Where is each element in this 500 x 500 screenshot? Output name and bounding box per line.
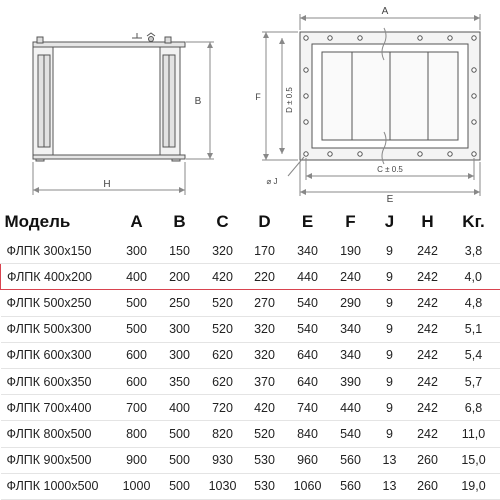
cell-c: 620 xyxy=(201,342,245,368)
table-row xyxy=(1,316,500,342)
cell-h: 242 xyxy=(409,316,447,342)
cell-j: 9 xyxy=(371,421,409,447)
cell-b: 250 xyxy=(159,290,201,316)
header-weight: Kг. xyxy=(462,212,485,231)
table-row xyxy=(1,395,500,421)
cell-j: 9 xyxy=(371,316,409,342)
cell-a: 1000 xyxy=(115,473,159,499)
cell-c: 1030 xyxy=(201,473,245,499)
label-e: E xyxy=(386,194,394,205)
header-h: H xyxy=(421,212,434,231)
cell-j: 9 xyxy=(371,342,409,368)
cell-a: 300 xyxy=(115,238,159,264)
cell-d: 370 xyxy=(245,368,285,394)
cell-h: 242 xyxy=(409,264,447,290)
cell-b: 500 xyxy=(159,421,201,447)
cell-e: 640 xyxy=(285,342,331,368)
cell-model: ФЛПК 800x500 xyxy=(1,421,115,447)
cell-a: 700 xyxy=(115,395,159,421)
cell-f: 240 xyxy=(331,264,371,290)
cell-e: 1060 xyxy=(285,473,331,499)
cell-h: 242 xyxy=(409,368,447,394)
cell-a: 400 xyxy=(115,264,159,290)
cell-a: 500 xyxy=(115,290,159,316)
cell-e: 440 xyxy=(285,264,331,290)
cell-weight: 5,7 xyxy=(447,368,500,394)
cell-h: 242 xyxy=(409,290,447,316)
label-c: C ± 0.5 xyxy=(377,165,403,174)
cell-d: 520 xyxy=(245,421,285,447)
cell-e: 840 xyxy=(285,421,331,447)
cell-d: 270 xyxy=(245,290,285,316)
cell-e: 960 xyxy=(285,447,331,473)
cell-c: 520 xyxy=(201,316,245,342)
header-a: A xyxy=(130,212,143,231)
cell-weight: 11,0 xyxy=(447,421,500,447)
cell-d: 530 xyxy=(245,447,285,473)
cell-d: 530 xyxy=(245,473,285,499)
cell-f: 390 xyxy=(331,368,371,394)
cell-b: 350 xyxy=(159,368,201,394)
cell-b: 150 xyxy=(159,238,201,264)
table-row xyxy=(1,368,500,394)
technical-drawing xyxy=(0,0,500,205)
cell-model: ФЛПК 400x200 xyxy=(1,264,115,290)
cell-j: 9 xyxy=(371,395,409,421)
cell-model: ФЛПК 500x250 xyxy=(1,290,115,316)
cell-model: ФЛПК 600x300 xyxy=(1,342,115,368)
cell-h: 260 xyxy=(409,447,447,473)
cell-b: 300 xyxy=(159,342,201,368)
cell-e: 340 xyxy=(285,238,331,264)
cell-weight: 4,0 xyxy=(447,264,500,290)
cell-b: 500 xyxy=(159,473,201,499)
cell-model: ФЛПК 900x500 xyxy=(1,447,115,473)
cell-a: 600 xyxy=(115,342,159,368)
label-j: ⌀ J xyxy=(266,177,278,186)
table-row xyxy=(1,238,500,264)
cell-weight: 3,8 xyxy=(447,238,500,264)
cell-e: 540 xyxy=(285,316,331,342)
cell-c: 620 xyxy=(201,368,245,394)
cell-d: 170 xyxy=(245,238,285,264)
cell-model: ФЛПК 500x300 xyxy=(1,316,115,342)
table-row xyxy=(1,421,500,447)
cell-f: 190 xyxy=(331,238,371,264)
cell-d: 320 xyxy=(245,342,285,368)
table-row xyxy=(1,290,500,316)
table-body xyxy=(1,238,500,499)
table-row xyxy=(1,447,500,473)
cell-j: 9 xyxy=(371,238,409,264)
side-view xyxy=(33,33,214,195)
cell-a: 900 xyxy=(115,447,159,473)
header-d: D xyxy=(258,212,271,231)
cell-f: 540 xyxy=(331,421,371,447)
cell-h: 242 xyxy=(409,421,447,447)
cell-f: 340 xyxy=(331,316,371,342)
cell-weight: 5,1 xyxy=(447,316,500,342)
cell-j: 9 xyxy=(371,290,409,316)
cell-c: 420 xyxy=(201,264,245,290)
cell-model: ФЛПК 600x350 xyxy=(1,368,115,394)
cell-h: 260 xyxy=(409,473,447,499)
cell-j: 13 xyxy=(371,447,409,473)
header-e: E xyxy=(301,212,314,231)
cell-b: 300 xyxy=(159,316,201,342)
cell-c: 820 xyxy=(201,421,245,447)
cell-a: 800 xyxy=(115,421,159,447)
cell-weight: 15,0 xyxy=(447,447,500,473)
header-c: C xyxy=(216,212,229,231)
specs-table xyxy=(0,206,500,500)
cell-f: 290 xyxy=(331,290,371,316)
cell-a: 500 xyxy=(115,316,159,342)
header-model: Модель xyxy=(4,212,71,231)
table-row xyxy=(1,473,500,499)
label-b: B xyxy=(194,96,202,107)
cell-f: 340 xyxy=(331,342,371,368)
label-h: H xyxy=(103,179,111,190)
table-row xyxy=(1,264,500,290)
cell-d: 320 xyxy=(245,316,285,342)
cell-weight: 4,8 xyxy=(447,290,500,316)
cell-e: 740 xyxy=(285,395,331,421)
cell-f: 560 xyxy=(331,473,371,499)
header-f: F xyxy=(345,212,356,231)
table-header-row xyxy=(1,206,500,238)
cell-model: ФЛПК 300x150 xyxy=(1,238,115,264)
label-a: A xyxy=(381,6,389,17)
cell-d: 420 xyxy=(245,395,285,421)
cell-weight: 5,4 xyxy=(447,342,500,368)
cell-weight: 6,8 xyxy=(447,395,500,421)
cell-h: 242 xyxy=(409,238,447,264)
cell-b: 500 xyxy=(159,447,201,473)
cell-weight: 19,0 xyxy=(447,473,500,499)
cell-b: 400 xyxy=(159,395,201,421)
cell-f: 440 xyxy=(331,395,371,421)
cell-j: 13 xyxy=(371,473,409,499)
cell-f: 560 xyxy=(331,447,371,473)
cell-c: 930 xyxy=(201,447,245,473)
cell-e: 640 xyxy=(285,368,331,394)
cell-j: 9 xyxy=(371,264,409,290)
cell-c: 720 xyxy=(201,395,245,421)
label-f: F xyxy=(255,92,261,102)
header-b: B xyxy=(173,212,186,231)
front-view xyxy=(262,14,480,196)
cell-a: 600 xyxy=(115,368,159,394)
label-d: D ± 0.5 xyxy=(285,87,294,113)
cell-h: 242 xyxy=(409,395,447,421)
table-row xyxy=(1,342,500,368)
cell-j: 9 xyxy=(371,368,409,394)
header-j: J xyxy=(384,212,395,231)
cell-c: 520 xyxy=(201,290,245,316)
cell-d: 220 xyxy=(245,264,285,290)
cell-c: 320 xyxy=(201,238,245,264)
cell-b: 200 xyxy=(159,264,201,290)
cell-model: ФЛПК 700x400 xyxy=(1,395,115,421)
cell-e: 540 xyxy=(285,290,331,316)
cell-h: 242 xyxy=(409,342,447,368)
cell-model: ФЛПК 1000x500 xyxy=(1,473,115,499)
